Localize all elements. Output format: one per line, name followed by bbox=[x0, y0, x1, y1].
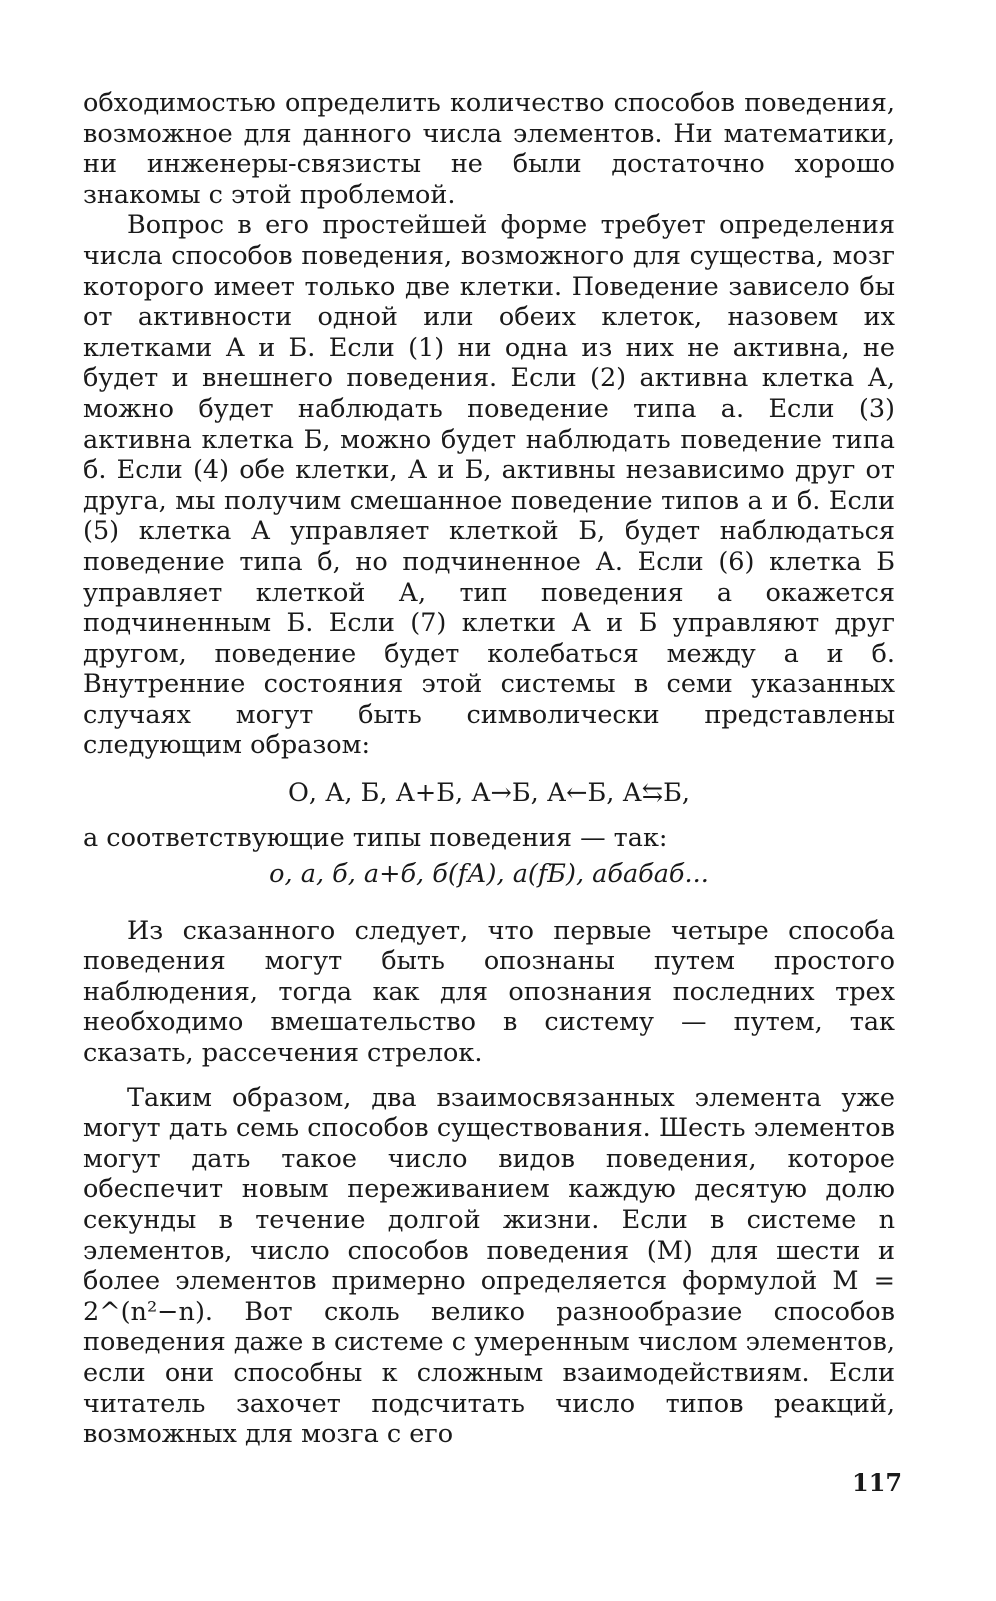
formula-states: О, А, Б, А+Б, А→Б, А←Б, А⇆Б, bbox=[288, 778, 690, 809]
paragraph-behavior-types-intro: а соответствующие типы поведения — так: bbox=[83, 823, 668, 854]
paragraph-observation: Из сказанного следует, что первые четыре способа поведения могут быть опознаны путем простого наблюдения, тогда как для опознания последних трех необходимо вмешательство в систему — путем, так сказать, рассечения стрелок. bbox=[83, 915, 895, 1069]
page-body bbox=[83, 88, 895, 1450]
paragraph-continuation: обходимостью определить количество способов поведения, возможное для данного числа элементов. Ни математики, ни инженеры-связисты не были достаточно хорошо знакомы с этой проблемой. bbox=[83, 88, 895, 210]
paragraph-seven-ways: Таким образом, два взаимосвязанных элемента уже могут дать семь способов существования. Шесть элементов могут дать такое число видов поведения, которое обеспечит новым переживанием каждую десятую долю секунды в течение долгой жизни. Если в системе n элементов, число способов поведения (M) для шести и более элементов примерно определяется формулой M = 2^(n²−n). Вот сколь велико разнообразие способов поведения даже в системе с умеренным числом элементов, если они способны к сложным взаимодействиям. Если читатель захочет подсчитать число типов реакций, возможных для мозга с его bbox=[83, 1082, 895, 1450]
formula-behaviors: о, а, б, а+б, б(fА), а(fБ), абабаб... bbox=[269, 858, 709, 889]
page-number: 117 bbox=[852, 1468, 903, 1497]
paragraph-two-cells: Вопрос в его простейшей форме требует определения числа способов поведения, возможного для существа, мозг которого имеет только две клетки. Поведение зависело бы от активности одной или обеих клеток, назовем их клетками А и Б. Если (1) ни одна из них не активна, не будет и внешнего поведения. Если (2) активна клетка А, можно будет наблюдать поведение типа а. Если (3) активна клетка Б, можно будет наблюдать поведение типа б. Если (4) обе клетки, А и Б, активны независимо друг от друга, мы получим смешанное поведение типов а и б. Если (5) клетка А управляет клеткой Б, будет наблюдаться поведение типа б, но подчиненное А. Если (6) клетка Б управляет клеткой А, тип поведения а окажется подчиненным Б. Если (7) клетки А и Б управляют друг другом, поведение будет колебаться между а и б. Внутренние состояния этой системы в семи указанных случаях могут быть символически представлены следующим образом: bbox=[83, 210, 895, 761]
